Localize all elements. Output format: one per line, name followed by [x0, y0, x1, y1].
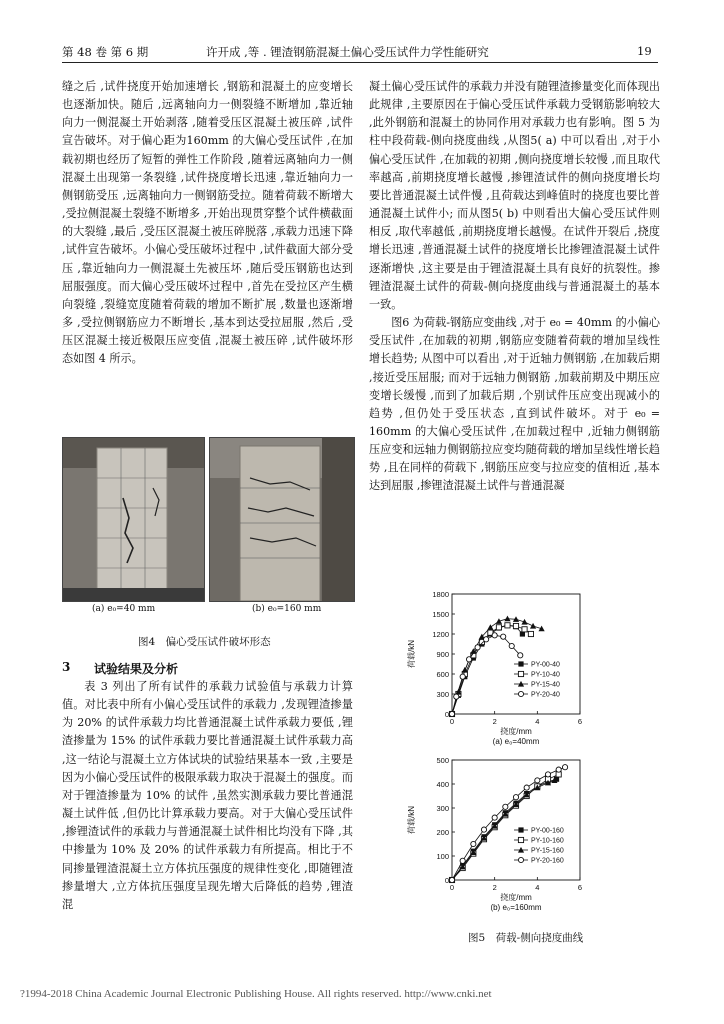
chart-load-deflection-b	[400, 754, 630, 922]
data-point	[504, 616, 510, 622]
y-tick-label: 100	[436, 852, 449, 861]
x-axis-label: 挠度/mm	[500, 893, 532, 902]
page-number: 19	[637, 44, 652, 58]
data-point	[562, 765, 567, 770]
data-point	[484, 637, 489, 642]
y-tick-label: 0	[444, 710, 449, 719]
data-point	[545, 772, 550, 777]
figure4-photo-b	[209, 437, 355, 602]
figure4-subcaption-b: (b) e₀=160 mm	[252, 604, 322, 614]
running-title: 许开成 ,等 . 锂渣钢筋混凝土偏心受压试件力学性能研究	[206, 45, 489, 59]
data-point	[513, 795, 518, 800]
data-point	[471, 841, 476, 846]
legend-marker	[518, 857, 523, 862]
x-tick-label: 6	[577, 717, 583, 726]
legend-marker	[518, 837, 523, 842]
figure4-caption: 图4 偏心受压试件破坏形态	[138, 636, 271, 648]
x-tick-label: 2	[492, 717, 497, 726]
column-photo-b-icon	[210, 438, 354, 601]
series-PY-20-40	[449, 633, 522, 717]
y-axis-label: 荷载/kN	[407, 640, 416, 668]
y-axis-label: 荷载/kN	[407, 806, 416, 834]
y-tick-label: 900	[436, 650, 449, 659]
legend-label: PY-10-160	[531, 837, 564, 845]
legend-marker	[518, 671, 523, 676]
right-paragraph-1: 凝土偏心受压试件的承载力并没有随锂渣掺量变化而体现出此规律 ,主要原因在于偏心受压试件承载力受钢筋影响较大 ,此外钢筋和混凝土的协同作用对承载力也有影响。图 5 为柱中段荷载-侧向挠度曲线 ,从图5( a) 中可以看出 ,对于小偏心受压试件 ,在加载的初期 ,侧向挠度增长较慢 ,而且取代率越高 ,前期挠度增长越慢 ,掺锂渣试件的侧向挠度增长均要比普通混凝土试件慢 ,且荷载达到峰值时的挠度也要比普通混凝土试件小; 而从图5( b) 中则看出大偏心受压试件则相反 ,取代率越低 ,前期挠度增长越慢。在试件开裂后 ,挠度增长迅速 ,普通混凝土试件的挠度增长比掺锂渣混凝土试件逐渐增快 ,这主要是由于锂渣混凝土具有良好的抗裂性。掺锂渣混凝土试件的荷载-侧向挠度曲线与普通混凝土的基本一致。	[369, 80, 660, 311]
figure5-caption: 图5 荷载-侧向挠度曲线	[468, 932, 584, 944]
copyright-footer: ?1994-2018 China Academic Journal Electronic Publishing House. All rights reserved. http://www.cnki.net	[20, 988, 492, 1000]
data-point	[492, 815, 497, 820]
chart-load-deflection-a	[400, 588, 630, 753]
x-axis-label: 挠度/mm	[500, 727, 532, 736]
left-column-bottom	[62, 678, 353, 914]
legend-label: PY-10-40	[531, 671, 560, 679]
figure4-subcaption-a: (a) e₀=40 mm	[92, 604, 156, 614]
legend-label: PY-00-160	[531, 827, 564, 835]
data-point	[518, 653, 523, 658]
legend-marker	[518, 827, 523, 832]
data-point	[513, 623, 518, 628]
data-point	[528, 631, 533, 636]
data-point	[503, 804, 508, 809]
legend-label: PY-00-40	[531, 661, 560, 669]
data-point	[460, 674, 465, 679]
data-point	[556, 767, 561, 772]
data-point	[524, 785, 529, 790]
y-tick-label: 1500	[432, 610, 449, 619]
data-point	[496, 618, 502, 624]
data-point	[521, 619, 527, 625]
data-point	[449, 877, 454, 882]
data-point	[449, 711, 454, 716]
column-photo-a-icon	[63, 438, 204, 601]
left-paragraph-2: 表 3 列出了所有试件的承载力试验值与承载力计算值。对比表中所有小偏心受压试件的承载力 ,发现锂渣掺量为 20% 的试件承载力均比普通混凝土试件承载力要低 ,锂渣掺量为 15% 的试件承载力要比普通混凝土试件承载力高 ,这一结论与混凝土立方体试块的试验结果基本一致 ,主要是因为小偏心受压试件的极限承载力取决于混凝土的强度。而对于锂渣掺量为 10% 的试件 ,虽然实测承载力要比普通混凝土试件低 ,但仍比计算承载力要高。对于大偏心受压试件 ,掺锂渣试件的承载力与普通混凝土试件相比均没有下降 ,其中掺量为 10% 及 20% 的试件承载力有所提高。相比于不同掺量锂渣混凝土立方体抗压强度的规律性变化 ,即随锂渣掺量增大 ,立方体抗压强度呈现先增大后降低的趋势 ,锂渣混	[62, 680, 353, 911]
data-point	[509, 643, 514, 648]
x-tick-label: 0	[449, 717, 455, 726]
data-point	[501, 634, 506, 639]
y-tick-label: 300	[436, 690, 449, 699]
data-point	[522, 627, 527, 632]
chart-subcaption: (b) e₀=160mm	[490, 903, 542, 912]
legend-label: PY-20-40	[531, 691, 560, 699]
data-point	[530, 623, 536, 629]
section-title: 试验结果及分析	[94, 662, 179, 676]
header-rule	[62, 62, 658, 63]
data-point	[487, 624, 493, 630]
y-tick-label: 200	[436, 828, 449, 837]
journal-volume-issue: 第 48 卷 第 6 期	[62, 45, 149, 59]
y-tick-label: 600	[436, 670, 449, 679]
data-point	[475, 645, 480, 650]
data-point	[466, 657, 471, 662]
data-point	[460, 858, 465, 863]
y-tick-label: 300	[436, 804, 449, 813]
x-tick-label: 4	[535, 883, 540, 892]
y-tick-label: 500	[436, 756, 449, 765]
x-tick-label: 6	[577, 883, 583, 892]
data-point	[492, 633, 497, 638]
left-paragraph-1: 缝之后 ,试件挠度开始加速增长 ,钢筋和混凝土的应变增长也逐渐加快。随后 ,远离轴向力一侧裂缝不断增加 ,靠近轴向力一侧混凝土开始剥落 ,随着受压区混凝土被压碎 ,试件宣告破坏。对于偏心距为160mm 的大偏心受压试件 ,在加载初期也经历了短暂的弹性工作阶段 ,随着远离轴向力一侧混凝土出现第一条裂缝 ,试件挠度增长迅速 ,靠近轴向力一侧钢筋受压 ,远离轴向力一侧钢筋受拉。随着荷载不断增大 ,受拉侧混凝土裂缝不断增多 ,开始出现贯穿整个试件横截面的大裂缝 ,最后 ,受压区混凝土被压碎脱落 ,承载力迅速下降 ,试件宣告破坏。小偏心受压破坏过程中 ,试件截面大部分受压 ,靠近轴向力一侧混凝土先被压坏 ,随后受压钢筋也达到屈服强度。而大偏心受压破坏过程中 ,首先在受拉区产生横向裂缝 ,裂缝宽度随着荷载的增加不断扩展 ,数量也逐渐增多 ,受拉侧钢筋应力不断增长 ,基本到达受拉屈服 ,然后 ,受压区混凝土接近极限压应变值 ,混凝土被压碎 ,试件破坏形态如图 4 所示。	[62, 80, 353, 366]
y-tick-label: 400	[436, 780, 449, 789]
y-tick-label: 1200	[432, 630, 449, 639]
chart-subcaption: (a) e₀=40mm	[492, 737, 540, 746]
section-number: 3	[62, 660, 71, 674]
data-point	[481, 827, 486, 832]
y-tick-label: 0	[444, 876, 449, 885]
legend-marker	[518, 691, 523, 696]
x-tick-label: 0	[449, 883, 455, 892]
data-point	[496, 625, 501, 630]
legend-label: PY-20-160	[531, 857, 564, 865]
left-column-top	[62, 78, 353, 369]
legend-label: PY-15-160	[531, 847, 564, 855]
y-tick-label: 1800	[432, 590, 449, 599]
right-column	[369, 78, 660, 496]
legend-marker	[518, 661, 523, 666]
legend-label: PY-15-40	[531, 681, 560, 689]
data-point	[454, 694, 459, 699]
x-tick-label: 2	[492, 883, 497, 892]
figure4-photo-a	[62, 437, 205, 602]
x-tick-label: 4	[535, 717, 540, 726]
data-point	[505, 623, 510, 628]
data-point	[535, 778, 540, 783]
right-paragraph-2: 图6 为荷载-钢筋应变曲线 ,对于 e₀ = 40mm 的小偏心受压试件 ,在加载的初期 ,钢筋应变随着荷载的增加呈线性增长趋势; 从图中可以看出 ,对于近轴力侧钢筋 ,在加载后期 ,接近受压屈服; 而对于远轴力侧钢筋 ,加载前期及中期压应变增长缓慢 ,而到了加载后期 ,个别试件压应变出现减小的趋势 ,但仍处于受压状态 ,直到试件破坏。对于 e₀ = 160mm 的大偏心受压试件 ,在加载过程中 ,近轴力侧钢筋压应变和远轴力侧钢筋拉应变均随荷载的增加呈线性增长趋势 ,且在同样的荷载下 ,钢筋压应变与拉应变的值相近 ,基本达到屈服 ,掺锂渣混凝土试件与普通混凝	[369, 316, 660, 493]
